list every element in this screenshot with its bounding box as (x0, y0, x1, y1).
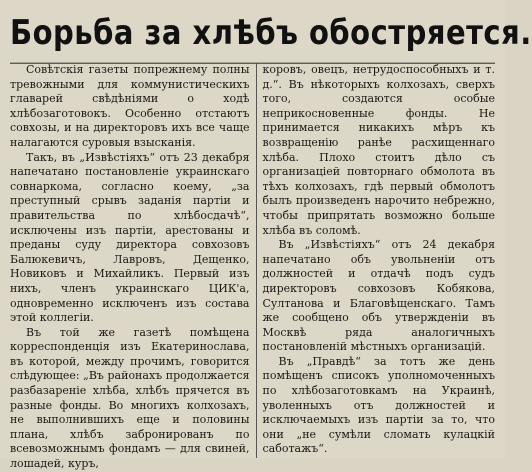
left-column (10, 63, 256, 471)
paragraph-intro: Совѣтскія газеты попрежнему полны тревожными для коммунистическихъ главарей свѣдѣніями о ходѣ хлѣбозаготовокъ. Особенно отстаютъ совхозы, и на директоровъ ихъ все чаще налагаются суровыя взысканія. (10, 63, 250, 149)
paragraph-izvestia-24: Въ „Извѣстіяхъ“ отъ 24 декабря напечатано объ увольненіи отъ должностей и отдачѣ подъ судъ директоровъ совхозовъ Кобякова, Султанова и Благовѣщенскаго. Тамъ же сообщено объ утвержденіи въ Москвѣ ряда аналогичныхъ постановленій мѣстныхъ организацій. (262, 238, 496, 354)
paragraph-continuation: коровъ, овецъ, нетрудоспособныхъ и т. д.“. Въ нѣкоторыхъ колхозахъ, сверхъ того, создаются особые неприкосновенные фонды. Не принимается никакихъ мѣръ къ возвращенію ранѣе расхищеннаго хлѣба. Плохо стоитъ дѣло съ организаціей повторнаго обмолота въ тѣхъ колхозахъ, гдѣ первый обмолотъ былъ произведенъ нарочито небрежно, чтобы припрятать возможно больше хлѣба въ соломѣ. (262, 63, 496, 237)
article-headline: Борьба за хлѣбъ обостряется. (10, 6, 495, 64)
right-column (257, 63, 496, 458)
paragraph-ekaterinoslav: Въ той же газетѣ помѣщена корреспонденція изъ Екатеринослава, въ которой, между прочимъ, говорится слѣдующее: „Въ районахъ продолжается разбазареніе хлѣба, хлѣбъ прячется въ разные фонды. Во многихъ колхозахъ, не выполнившихъ еще и половины плана, хлѣбъ забронированъ по всевозможнымъ фондамъ — для свиней, лошадей, куръ, (10, 325, 250, 471)
article-columns (10, 63, 496, 471)
paragraph-pravda: Въ „Правдѣ“ за тотъ же день помѣщенъ списокъ уполномоченныхъ по хлѣбозаготовкамъ на Украинѣ, уволенныхъ отъ должностей и исключаемыхъ изъ партіи за то, что они „не сумѣли сломать кулацкій саботажъ“. (262, 354, 496, 456)
paragraph-izvestia-23: Такъ, въ „Извѣстіяхъ“ отъ 23 декабря напечатано постановленіе украинскаго совнаркома, согласно коему, „за преступный срывъ заданія партіи и правительства по хлѣбосдачѣ“, исключены изъ партіи, арестованы и преданы суду директора совхозовъ Балюкевичъ, Лавровъ, Дещенко, Новиковъ и Михайликъ. Первый изъ нихъ, членъ украинскаго ЦИК'а, одновременно исключенъ изъ состава этой коллегіи. (10, 150, 250, 325)
